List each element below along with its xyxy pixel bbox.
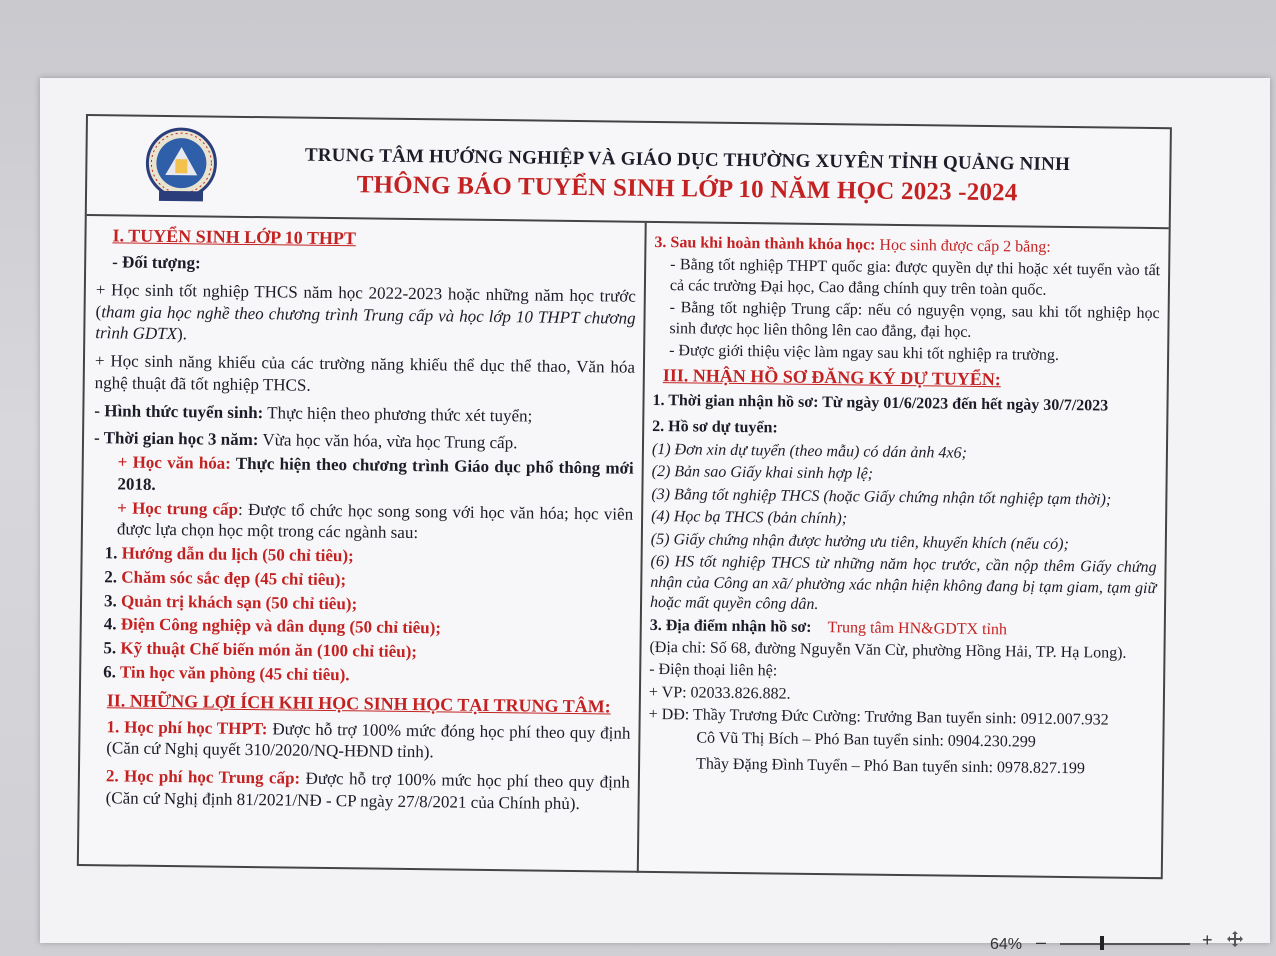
- text: Thực hiện theo phương thức xét tuyển;: [263, 402, 533, 426]
- text: ).: [176, 324, 188, 344]
- submission-time: 1. Thời gian nhận hồ sơ: Từ ngày 01/6/2023 đến hết ngày 30/7/2023: [652, 391, 1109, 415]
- address: (Địa chỉ: Số 68, đường Nguyễn Văn Cừ, phường Hồng Hải, TP. Hạ Long).: [649, 638, 1127, 662]
- contact-1: + DĐ: Thầy Trương Đức Cường: Trưởng Ban tuyển sinh: 0912.007.932: [648, 706, 1109, 729]
- list-item: 1. Hướng dẫn du lịch (50 chỉ tiêu);: [104, 543, 354, 566]
- after-course-item-1: - Bằng tốt nghiệp THPT quốc gia: được quyền dự thi hoặc xét tuyển vào tất cả các trường Đại học, Cao đẳng chính quy trên toàn quốc.: [669, 256, 1161, 299]
- zoom-level: 64%: [990, 936, 1023, 953]
- document-item: (3) Bằng tốt nghiệp THCS (hoặc Giấy chứng nhận tốt nghiệp tạm thời);: [651, 485, 1112, 509]
- school-logo-icon: [135, 125, 228, 206]
- announcement-document: [77, 114, 1172, 879]
- text: Thực hiện theo chương trình Giáo dục phổ thông mới 2018.: [117, 453, 634, 494]
- zoom-slider[interactable]: [1060, 943, 1190, 945]
- documents-label: 2. Hồ sơ dự tuyển:: [652, 418, 778, 437]
- organization-name: TRUNG TÂM HƯỚNG NGHIỆP VÀ GIÁO DỤC THƯỜNG XUYÊN TỈNH QUẢNG NINH: [304, 144, 1071, 176]
- contact-2: Cô Vũ Thị Bích – Phó Ban tuyển sinh: 0904.230.299: [696, 729, 1036, 751]
- label: 3. Địa điểm nhận hồ sơ:: [649, 616, 812, 636]
- vocational-study: [93, 497, 633, 547]
- text: Được hỗ trợ 100% mức học phí theo quy định (Căn cứ Nghị định 81/2021/NĐ - CP ngày 27/8/2021 của Chính phủ).: [105, 768, 630, 813]
- document-item: (1) Đơn xin dự tuyển (theo mẫu) có dán ảnh 4x6;: [651, 440, 967, 462]
- target-paragraph-1: [95, 279, 636, 351]
- label: 2. Học phí học Trung cấp:: [105, 766, 301, 788]
- section-1-heading: I. TUYỂN SINH LỚP 10 THPT: [112, 225, 357, 249]
- label: + Học trung cấp: [117, 497, 239, 519]
- contact-3: Thầy Đặng Đình Tuyển – Phó Ban tuyển sinh: 0978.827.199: [695, 755, 1086, 778]
- document-item: (6) HS tốt nghiệp THCS từ những năm học trước, cần nộp thêm Giấy chứng nhận của Công an xã/ phường xác nhận hiện không đang bị tạm giam, tạm giữ hoặc mất quyền công dân.: [649, 553, 1157, 614]
- zoom-in-button[interactable]: +: [1202, 930, 1213, 950]
- text: : Được tổ chức học song song với học văn hóa; học viên được lựa chọn học một trong các ngành sau:: [116, 499, 634, 543]
- section-2-heading: II. NHỮNG LỢI ÍCH KHI HỌC SINH HỌC TẠI TRUNG TÂM:: [106, 689, 611, 716]
- document-item: (4) Học bạ THCS (bản chính);: [651, 508, 848, 528]
- fit-page-icon[interactable]: [1226, 930, 1244, 948]
- document-header: [87, 116, 1170, 229]
- left-column: [79, 216, 647, 873]
- target-paragraph-2: + Học sinh năng khiếu của các trường năng khiếu thể dục thể thao, Văn hóa nghệ thuật đã tốt nghiệp THCS.: [94, 351, 636, 395]
- text: + Học sinh tốt nghiệp THCS năm học 2022-2023 hoặc những năm học trước (: [95, 279, 636, 321]
- zoom-slider-thumb[interactable]: [1100, 936, 1104, 950]
- after-course-item-2: - Bằng tốt nghiệp Trung cấp: nếu có nguyện vọng, sau khi tốt nghiệp học sinh được học liên thông lên cao đẳng, đại học.: [669, 299, 1160, 341]
- text: Được hỗ trợ 100% mức đóng học phí theo quy định (Căn cứ Nghị quyết 310/2020/NQ-HĐND tỉnh).: [106, 718, 631, 762]
- list-item: 4. Điện Công nghiệp và dân dụng (50 chỉ tiêu);: [103, 614, 442, 638]
- text: Vừa học văn hóa, vừa học Trung cấp.: [258, 430, 518, 453]
- phone-label: - Điện thoại liên hệ:: [649, 661, 778, 680]
- zoom-control: [980, 924, 1276, 956]
- majors-list: [91, 542, 633, 689]
- text: Trung tâm HN&GDTX tỉnh: [827, 618, 1008, 638]
- italic-text: tham gia học nghề theo chương trình Trung cấp và học lớp 10 THPT chương trình GDTX: [95, 301, 636, 344]
- after-course-item-3: - Được giới thiệu việc làm ngay sau khi tốt nghiệp ra trường.: [669, 342, 1059, 365]
- document-title: THÔNG BÁO TUYỂN SINH LỚP 10 NĂM HỌC 2023 -2024: [356, 171, 1018, 207]
- document-item: (5) Giấy chứng nhận được hưởng ưu tiên, khuyến khích (nếu có);: [650, 530, 1069, 553]
- admission-method: [94, 400, 634, 428]
- text: Học sinh được cấp 2 bằng:: [875, 236, 1051, 256]
- label: + Học văn hóa:: [117, 452, 232, 473]
- benefit-1: [90, 716, 630, 766]
- right-column: [639, 223, 1171, 879]
- list-item: 5. Kỹ thuật Chế biến món ăn (100 chỉ tiêu);: [103, 638, 418, 662]
- list-item: 2. Chăm sóc sắc đẹp (45 chỉ tiêu);: [104, 567, 347, 589]
- label: 1. Học phí học THPT:: [106, 716, 268, 738]
- label: - Hình thức tuyển sinh:: [94, 400, 264, 422]
- document-item: (2) Bản sao Giấy khai sinh hợp lệ;: [651, 463, 874, 483]
- list-item: 6. Tin học văn phòng (45 chỉ tiêu).: [103, 662, 350, 685]
- section-3-heading: III. NHẬN HỒ SƠ ĐĂNG KÝ DỰ TUYỂN:: [662, 364, 1001, 390]
- zoom-out-button[interactable]: –: [1036, 932, 1047, 952]
- culture-study: [93, 451, 633, 501]
- label: - Thời gian học 3 năm:: [93, 428, 259, 450]
- office-phone: + VP: 02033.826.882.: [648, 683, 791, 703]
- benefit-2: [90, 765, 630, 815]
- label: 3. Sau khi hoàn thành khóa học:: [654, 233, 876, 254]
- target-label: - Đối tượng:: [112, 252, 201, 273]
- list-item: 3. Quản trị khách sạn (50 chỉ tiêu);: [103, 590, 358, 613]
